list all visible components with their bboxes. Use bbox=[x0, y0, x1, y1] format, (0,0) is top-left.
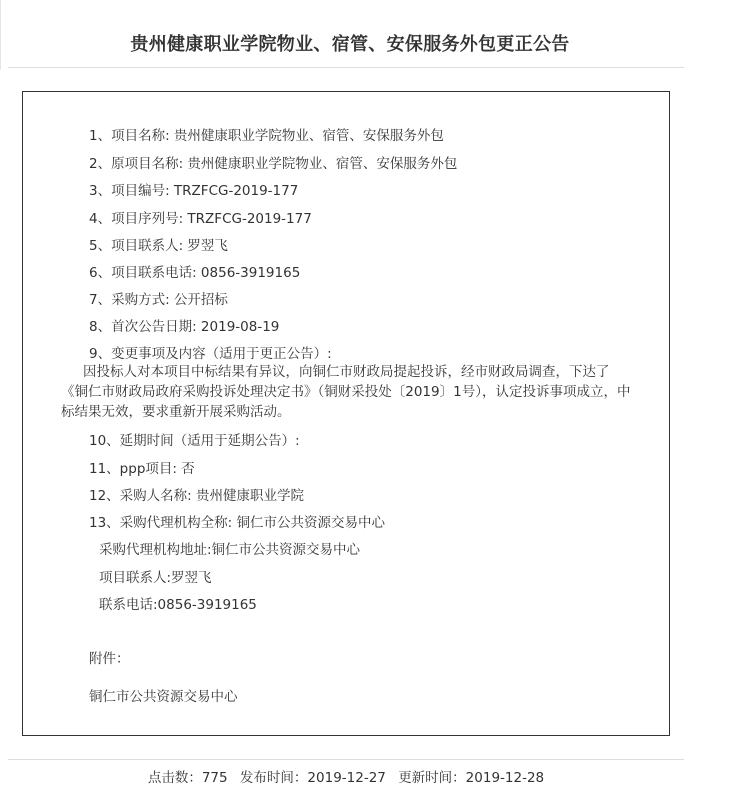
item-agency-name: 13、采购代理机构全称: 铜仁市公共资源交易中心 bbox=[89, 515, 386, 531]
item-contact-phone: 6、项目联系电话: 0856-3919165 bbox=[89, 265, 301, 281]
footer-divider bbox=[8, 759, 684, 760]
change-content-paragraph: 因投标人对本项目中标结果有异议，向铜仁市财政局提起投诉，经市财政局调查，下达了《铜仁市财政局政府采购投诉处理决定书》（铜财采投处〔2019〕1号），认定投诉事项成立，中标结果无效，要求重新开展采购活动。 bbox=[61, 364, 631, 420]
item-change-heading: 9、变更事项及内容（适用于更正公告）: bbox=[89, 346, 332, 362]
agency-phone: 联系电话:0856-3919165 bbox=[99, 597, 257, 613]
issuer-name: 铜仁市公共资源交易中心 bbox=[89, 689, 238, 705]
notice-content-box bbox=[22, 91, 670, 736]
item-ppp-project: 11、ppp项目: 否 bbox=[89, 461, 195, 477]
item-project-contact: 5、项目联系人: 罗翌飞 bbox=[89, 238, 228, 254]
title-divider bbox=[8, 67, 684, 68]
item-project-serial: 4、项目序列号: TRZFCG-2019-177 bbox=[89, 211, 312, 227]
item-project-name: 1、项目名称: 贵州健康职业学院物业、宿管、安保服务外包 bbox=[89, 128, 444, 144]
item-procurement-method: 7、采购方式: 公开招标 bbox=[89, 292, 228, 308]
agency-contact: 项目联系人:罗翌飞 bbox=[99, 570, 212, 586]
publish-time: 发布时间：2019-12-27 bbox=[239, 770, 386, 786]
item-project-number: 3、项目编号: TRZFCG-2019-177 bbox=[89, 183, 299, 199]
click-count: 点击数：775 bbox=[147, 770, 228, 786]
update-time: 更新时间：2019-12-28 bbox=[398, 770, 545, 786]
item-purchaser-name: 12、采购人名称: 贵州健康职业学院 bbox=[89, 488, 305, 504]
item-extension-time: 10、延期时间（适用于延期公告）: bbox=[89, 433, 300, 449]
attachment-label: 附件： bbox=[89, 651, 130, 667]
agency-address: 采购代理机构地址:铜仁市公共资源交易中心 bbox=[99, 542, 361, 558]
page-title: 贵州健康职业学院物业、宿管、安保服务外包更正公告 bbox=[130, 34, 570, 55]
page-footer bbox=[0, 768, 692, 788]
item-first-announcement-date: 8、首次公告日期: 2019-08-19 bbox=[89, 319, 280, 335]
item-original-project-name: 2、原项目名称: 贵州健康职业学院物业、宿管、安保服务外包 bbox=[89, 156, 458, 172]
